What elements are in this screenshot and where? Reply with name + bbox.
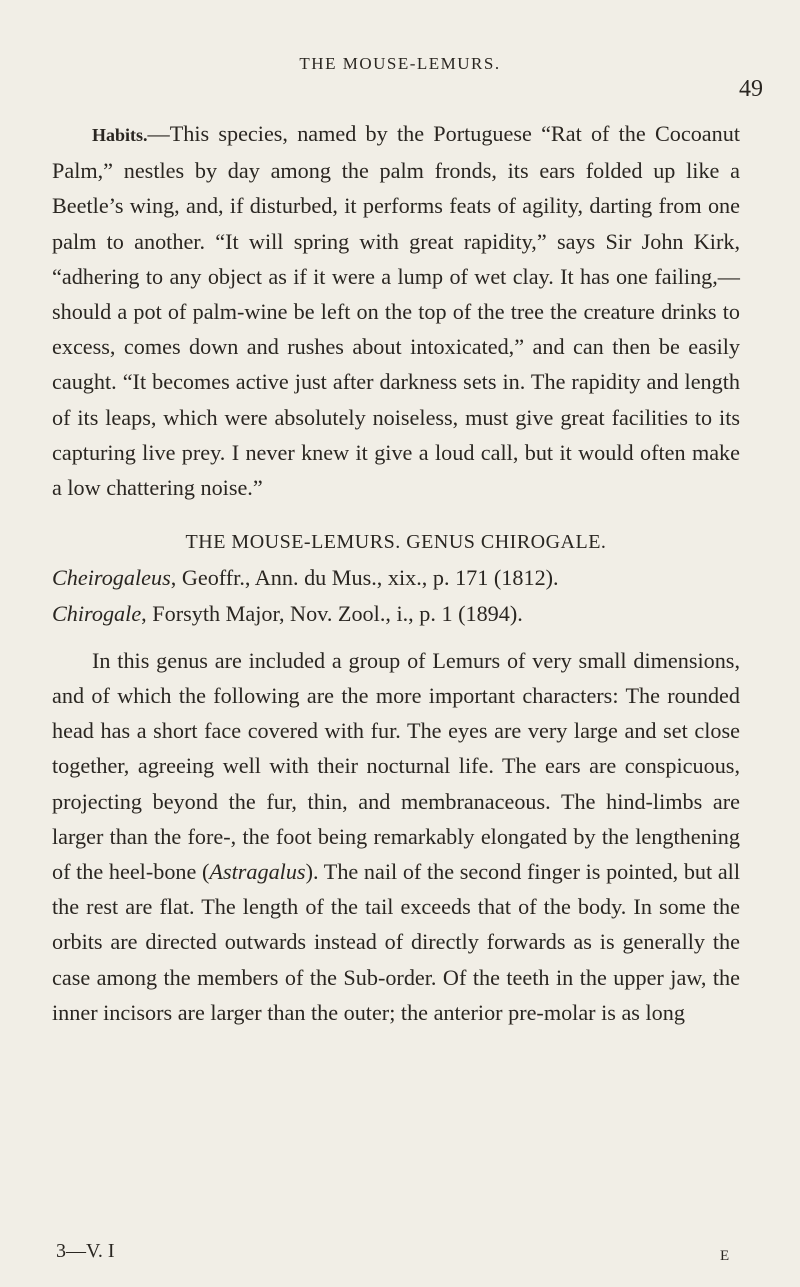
synonym-line xyxy=(52,596,740,631)
habits-label: Habits. xyxy=(92,125,148,145)
synonym-citation: , Forsyth Major, Nov. Zool., i., p. 1 (1894). xyxy=(141,600,523,626)
synonym-name: Chirogale xyxy=(52,600,142,626)
page-number: 49 xyxy=(739,76,763,102)
synonym-line xyxy=(52,560,740,595)
description-text-1: In this genus are included a group of Lemurs of very small dimensions, and of which the following are the more important characters: The rounded head has a short face covered with fur. The eyes are very large and set close together, agreeing well with their nocturnal life. The ears are conspicuous, projecting beyond the fur, thin, and membranaceous. The hind-limbs are larger than the fore-, the foot being remarkably elongated by the lengthening of the heel-bone ( xyxy=(52,647,740,885)
running-head: THE MOUSE-LEMURS. xyxy=(299,54,501,73)
body-text xyxy=(52,116,740,1030)
signature-letter: E xyxy=(720,1248,730,1264)
description-text-2: ). The nail of the second finger is pointed, but all the rest are flat. The length of the tail exceeds that of the body. In some the orbits are directed outwards instead of directly forwards as is generally the case among the members of the Sub-order. Of the teeth in the upper jaw, the inner incisors are larger than the outer; the anterior pre-molar is as long xyxy=(52,859,740,1025)
habits-paragraph xyxy=(52,116,740,505)
description-paragraph xyxy=(52,643,740,1030)
genus-heading: THE MOUSE-LEMURS. GENUS CHIROGALE. xyxy=(185,531,607,554)
signature-mark: 3—V. I xyxy=(56,1240,115,1262)
synonym-name: Cheirogaleus xyxy=(52,565,171,591)
habits-text: —This species, named by the Portuguese “Rat of the Cocoanut Palm,” nestles by day among the palm fronds, its ears folded up like a Beetle’s wing, and, if disturbed, it performs feats of agility, darting from one palm to another. “It will spring with great rapidity,” says Sir John Kirk, “adhering to any object as if it were a lump of wet clay. It has one failing,—should a pot of palm-wine be left on the top of the tree the creature drinks to excess, comes down and rushes about intoxicated,” and can then be easily caught. “It becomes active just after darkness sets in. The rapidity and length of its leaps, which were absolutely noiseless, must give great facilities to its capturing live prey. I never knew it give a loud call, but it would often make a low chattering noise.” xyxy=(52,121,740,501)
synonym-citation: , Geoffr., Ann. du Mus., xix., p. 171 (1812). xyxy=(170,565,559,591)
description-italic: Astragalus xyxy=(209,859,306,885)
